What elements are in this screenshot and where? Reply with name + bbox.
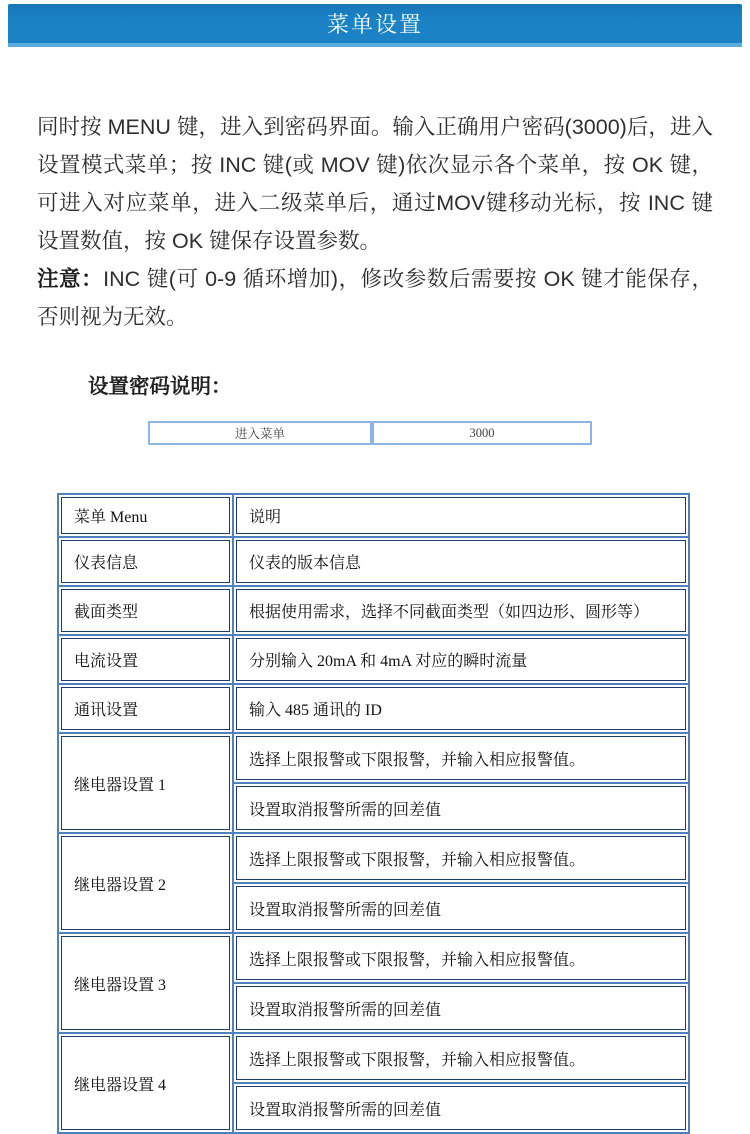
desc-cell: 输入 485 通讯的 ID (233, 684, 689, 733)
note-text: INC 键(可 0-9 循环增加)，修改参数后需要按 OK 键才能保存，否则视为无效。 (37, 267, 713, 329)
relay-desc-cell: 设置取消报警所需的回差值 (233, 983, 689, 1033)
note-label: 注意： (37, 267, 104, 291)
menu-cell: 电流设置 (58, 635, 233, 684)
intro-note (37, 260, 713, 336)
table-row (58, 684, 689, 733)
menu-header-cell: 菜单 Menu (58, 494, 233, 537)
password-section-heading: 设置密码说明： (88, 375, 232, 398)
desc-cell: 分别输入 20mA 和 4mA 对应的瞬时流量 (233, 635, 689, 684)
intro-paragraph: 同时按 MENU 键，进入到密码界面。输入正确用户密码(3000)后，进入设置模式菜单；按 INC 键(或 MOV 键)依次显示各个菜单，按 OK 键，可进入对应菜单，进入二级菜单后，通过MOV键移动光标，按 INC 键设置数值，按 OK 键保存设置参数。 (37, 115, 713, 253)
menu-cell: 仪表信息 (58, 537, 233, 586)
relay-menu-cell: 继电器设置 2 (58, 833, 233, 933)
desc-header-cell: 说明 (233, 494, 689, 537)
password-table-row (148, 421, 592, 445)
relay-desc-cell: 选择上限报警或下限报警，并输入相应报警值。 (233, 733, 689, 783)
relay-menu-cell: 继电器设置 3 (58, 933, 233, 1033)
relay-desc-cell: 选择上限报警或下限报警，并输入相应报警值。 (233, 1033, 689, 1083)
page-header (8, 4, 742, 47)
relay-desc-cell: 设置取消报警所需的回差值 (233, 1083, 689, 1133)
intro-section (37, 108, 713, 336)
password-action-cell: 进入菜单 (148, 421, 372, 445)
relay-menu-cell: 继电器设置 4 (58, 1033, 233, 1133)
menu-table (57, 493, 690, 1134)
desc-cell: 仪表的版本信息 (233, 537, 689, 586)
relay-menu-cell: 继电器设置 1 (58, 733, 233, 833)
relay-desc-cell: 设置取消报警所需的回差值 (233, 783, 689, 833)
relay-group-row (58, 833, 689, 883)
relay-desc-cell: 选择上限报警或下限报警，并输入相应报警值。 (233, 933, 689, 983)
table-header-row (58, 494, 689, 537)
desc-cell: 根据使用需求，选择不同截面类型（如四边形、圆形等） (233, 586, 689, 635)
relay-group-row (58, 733, 689, 783)
table-row (58, 635, 689, 684)
password-table (148, 421, 592, 445)
relay-group-row (58, 1033, 689, 1083)
menu-cell: 截面类型 (58, 586, 233, 635)
relay-desc-cell: 设置取消报警所需的回差值 (233, 883, 689, 933)
table-row (58, 537, 689, 586)
relay-group-row (58, 933, 689, 983)
relay-desc-cell: 选择上限报警或下限报警，并输入相应报警值。 (233, 833, 689, 883)
menu-cell: 通讯设置 (58, 684, 233, 733)
password-code-cell: 3000 (372, 421, 592, 445)
page-title: 菜单设置 (326, 12, 423, 37)
table-row (58, 586, 689, 635)
